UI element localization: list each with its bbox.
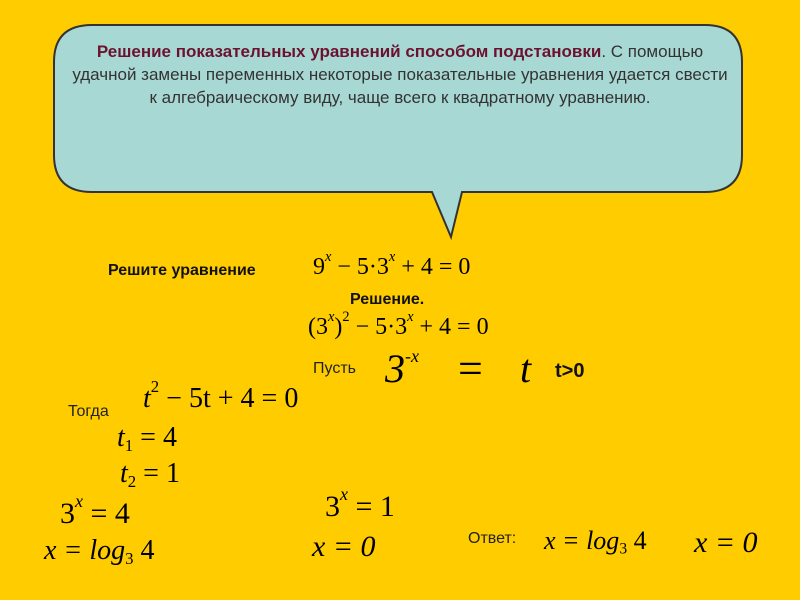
substitution-base: $3^{-x}$ xyxy=(385,346,419,391)
case-a-equation: $3^x = 4$ xyxy=(60,490,130,530)
solution-label: Решение. xyxy=(350,291,425,308)
then-label: Тогда xyxy=(68,403,109,420)
condition-label: t>0 xyxy=(555,360,585,382)
answer-log: $x = \log_3 4$ xyxy=(544,526,647,558)
case-b-solution: x = 0 xyxy=(312,530,376,563)
answer-zero: x = 0 xyxy=(694,526,758,559)
root-t1: $t_1 = 4$ xyxy=(117,422,177,456)
substitution-var: t xyxy=(520,346,532,391)
root-t2: $t_2 = 1$ xyxy=(120,458,180,492)
case-a-solution: $x = \log_3 4$ xyxy=(44,535,155,569)
intro-lead: Решение показательных уравнений способом подстановки xyxy=(96,42,602,61)
intro-text xyxy=(70,40,730,109)
equation-main: $9^x - 5\cdot 3^x + 4 = 0$ xyxy=(313,249,471,280)
case-b-equation: $3^x = 1$ xyxy=(325,483,395,523)
let-label: Пусть xyxy=(313,360,356,377)
intro-rest: . С помощью удачной замены переменных некоторые показательные уравнения удается свести к алгебраическому виду, чаще всего к квадратному уравнению. xyxy=(72,42,728,107)
quadratic-equation: $t^2 - 5t + 4 = 0$ xyxy=(143,376,299,414)
equation-step: $(3^x)^2 - 5\cdot 3^x + 4 = 0$ xyxy=(308,309,489,340)
answer-label: Ответ: xyxy=(468,530,517,547)
substitution-equals: = xyxy=(458,344,483,393)
solve-label: Решите уравнение xyxy=(108,262,256,279)
